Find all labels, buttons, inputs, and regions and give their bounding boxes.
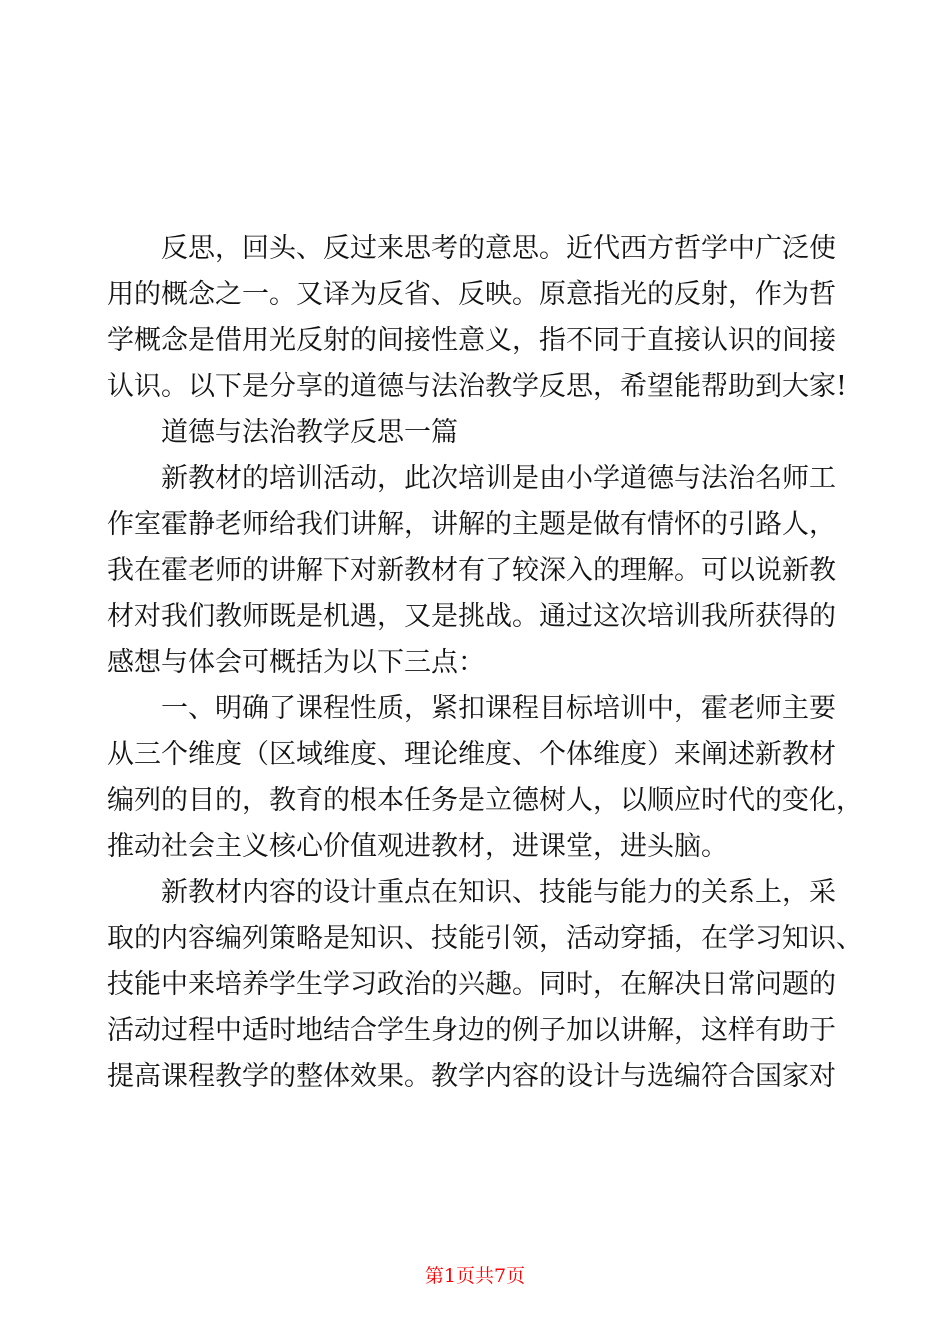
text-line: 新教材的培训活动，此次培训是由小学道德与法治名师工	[161, 463, 836, 494]
text-line: 编列的目的，教育的根本任务是立德树人，以顺应时代的变化，	[107, 785, 863, 816]
text-line: 反思，回头、反过来思考的意思。近代西方哲学中广泛使	[161, 233, 836, 264]
text-line: 新教材内容的设计重点在知识、技能与能力的关系上，采	[161, 877, 836, 908]
text-line: 活动过程中适时地结合学生身边的例子加以讲解，这样有助于	[107, 1015, 836, 1046]
paragraph-intro	[107, 226, 847, 410]
section-heading	[107, 410, 847, 456]
text-line: 用的概念之一。又译为反省、反映。原意指光的反射，作为哲	[107, 279, 836, 310]
text-line: 认识。以下是分享的道德与法治教学反思，希望能帮助到大家!	[107, 371, 847, 402]
paragraph-point-one	[107, 686, 863, 870]
text-line: 取的内容编列策略是知识、技能引领，活动穿插，在学习知识、	[107, 923, 863, 954]
text-line: 我在霍老师的讲解下对新教材有了较深入的理解。可以说新教	[107, 555, 836, 586]
text-line: 感想与体会可概括为以下三点：	[107, 647, 485, 678]
text-line: 提高课程教学的整体效果。教学内容的设计与选编符合国家对	[107, 1061, 836, 1092]
text-line: 作室霍静老师给我们讲解，讲解的主题是做有情怀的引路人，	[107, 509, 836, 540]
document-body	[107, 226, 863, 1100]
text-line: 学概念是借用光反射的间接性意义，指不同于直接认识的间接	[107, 325, 836, 356]
paragraph-training	[107, 456, 847, 686]
heading-text: 道德与法治教学反思一篇	[161, 417, 458, 448]
page-number-footer: 第1页共7页	[424, 1265, 526, 1287]
paragraph-content-design	[107, 870, 863, 1100]
text-line: 一、明确了课程性质，紧扣课程目标培训中，霍老师主要	[161, 693, 836, 724]
text-line: 技能中来培养学生学习政治的兴趣。同时，在解决日常问题的	[107, 969, 836, 1000]
text-line: 从三个维度（区域维度、理论维度、个体维度）来阐述新教材	[107, 739, 836, 770]
text-line: 材对我们教师既是机遇，又是挑战。通过这次培训我所获得的	[107, 601, 836, 632]
text-line: 推动社会主义核心价值观进教材，进课堂，进头脑。	[107, 831, 728, 862]
